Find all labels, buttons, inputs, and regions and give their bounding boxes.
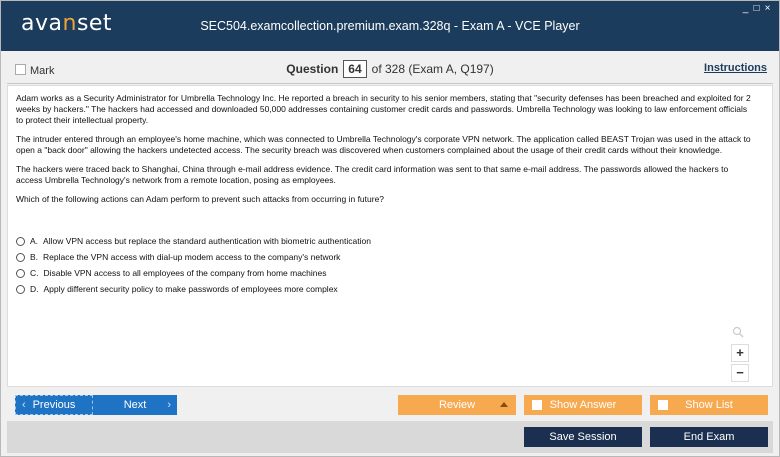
show-list-button[interactable]: Show List <box>650 395 768 415</box>
caret-up-icon <box>500 402 508 407</box>
option-a[interactable]: A. Allow VPN access but replace the standard authentication with biometric authentication <box>16 233 371 249</box>
question-paragraph: Adam works as a Security Administrator for Umbrella Technology Inc. He reported a breach in security to his senior members, stating that "security defenses has been breached and exploited for 2 weeks by hackers." The hackers had accessed and downloaded 50,000 addresses containing customer credit cards and passwords. Umbrella Technology was looking to law enforcement officials to protect their intellectual property. <box>16 93 751 125</box>
title-bar <box>1 1 779 51</box>
logo: avanset <box>21 11 113 36</box>
option-c[interactable]: C. Disable VPN access to all employees of the company from home machines <box>16 265 371 281</box>
answer-options <box>16 233 371 297</box>
next-button[interactable]: Next › <box>93 395 177 415</box>
radio-icon[interactable] <box>16 269 25 278</box>
question-toolbar <box>7 55 773 84</box>
minimize-button[interactable]: _ <box>742 3 749 14</box>
navigation-bar <box>7 393 773 417</box>
maximize-button[interactable]: □ <box>753 3 760 14</box>
question-panel <box>7 85 773 387</box>
question-number-input[interactable]: 64 <box>343 60 366 78</box>
radio-icon[interactable] <box>16 285 25 294</box>
question-text <box>16 93 756 213</box>
bottom-bar <box>7 421 773 453</box>
question-paragraph: The hackers were traced back to Shanghai, China through e-mail address evidence. The credit card information was sent to that same e-mail address. The passwords allowed the hackers to access Umbrella Technology's network from a remote location, posing as employees. <box>16 164 729 185</box>
review-button[interactable]: Review <box>398 395 516 415</box>
save-session-button[interactable]: Save Session <box>524 427 642 447</box>
radio-icon[interactable] <box>16 237 25 246</box>
close-button[interactable]: × <box>764 3 771 14</box>
checkbox-icon <box>658 400 668 410</box>
question-counter <box>7 60 773 78</box>
radio-icon[interactable] <box>16 253 25 262</box>
zoom-out-button[interactable]: − <box>731 364 749 382</box>
magnifier-icon <box>732 326 744 338</box>
zoom-in-button[interactable]: + <box>731 344 749 362</box>
question-prompt: Which of the following actions can Adam perform to prevent such attacks from occurring in future? <box>16 194 385 204</box>
instructions-link[interactable]: Instructions <box>704 62 767 74</box>
chevron-left-icon: ‹ <box>22 399 26 411</box>
chevron-right-icon: › <box>167 399 171 411</box>
window-controls <box>740 3 773 14</box>
question-label: Question <box>286 62 339 76</box>
question-total: of 328 (Exam A, Q197) <box>371 62 494 76</box>
window-title: SEC504.examcollection.premium.exam.328q - Exam A - VCE Player <box>200 19 580 33</box>
option-b[interactable]: B. Replace the VPN access with dial-up modem access to the company's network <box>16 249 371 265</box>
question-paragraph: The intruder entered through an employee's home machine, which was connected to Umbrella Technology's corporate VPN network. The application called BEAST Trojan was used in the attack to open a "back door" allowing the hackers undetected access. The security breach was discovered when customers complained about the usage of their credit cards without their knowledge. <box>16 134 751 155</box>
show-answer-button[interactable]: Show Answer <box>524 395 642 415</box>
mark-label: Mark <box>30 65 55 77</box>
checkbox-icon <box>532 400 542 410</box>
option-d[interactable]: D. Apply different security policy to make passwords of employees more complex <box>16 281 371 297</box>
end-exam-button[interactable]: End Exam <box>650 427 768 447</box>
previous-button[interactable]: ‹ Previous <box>15 395 93 415</box>
